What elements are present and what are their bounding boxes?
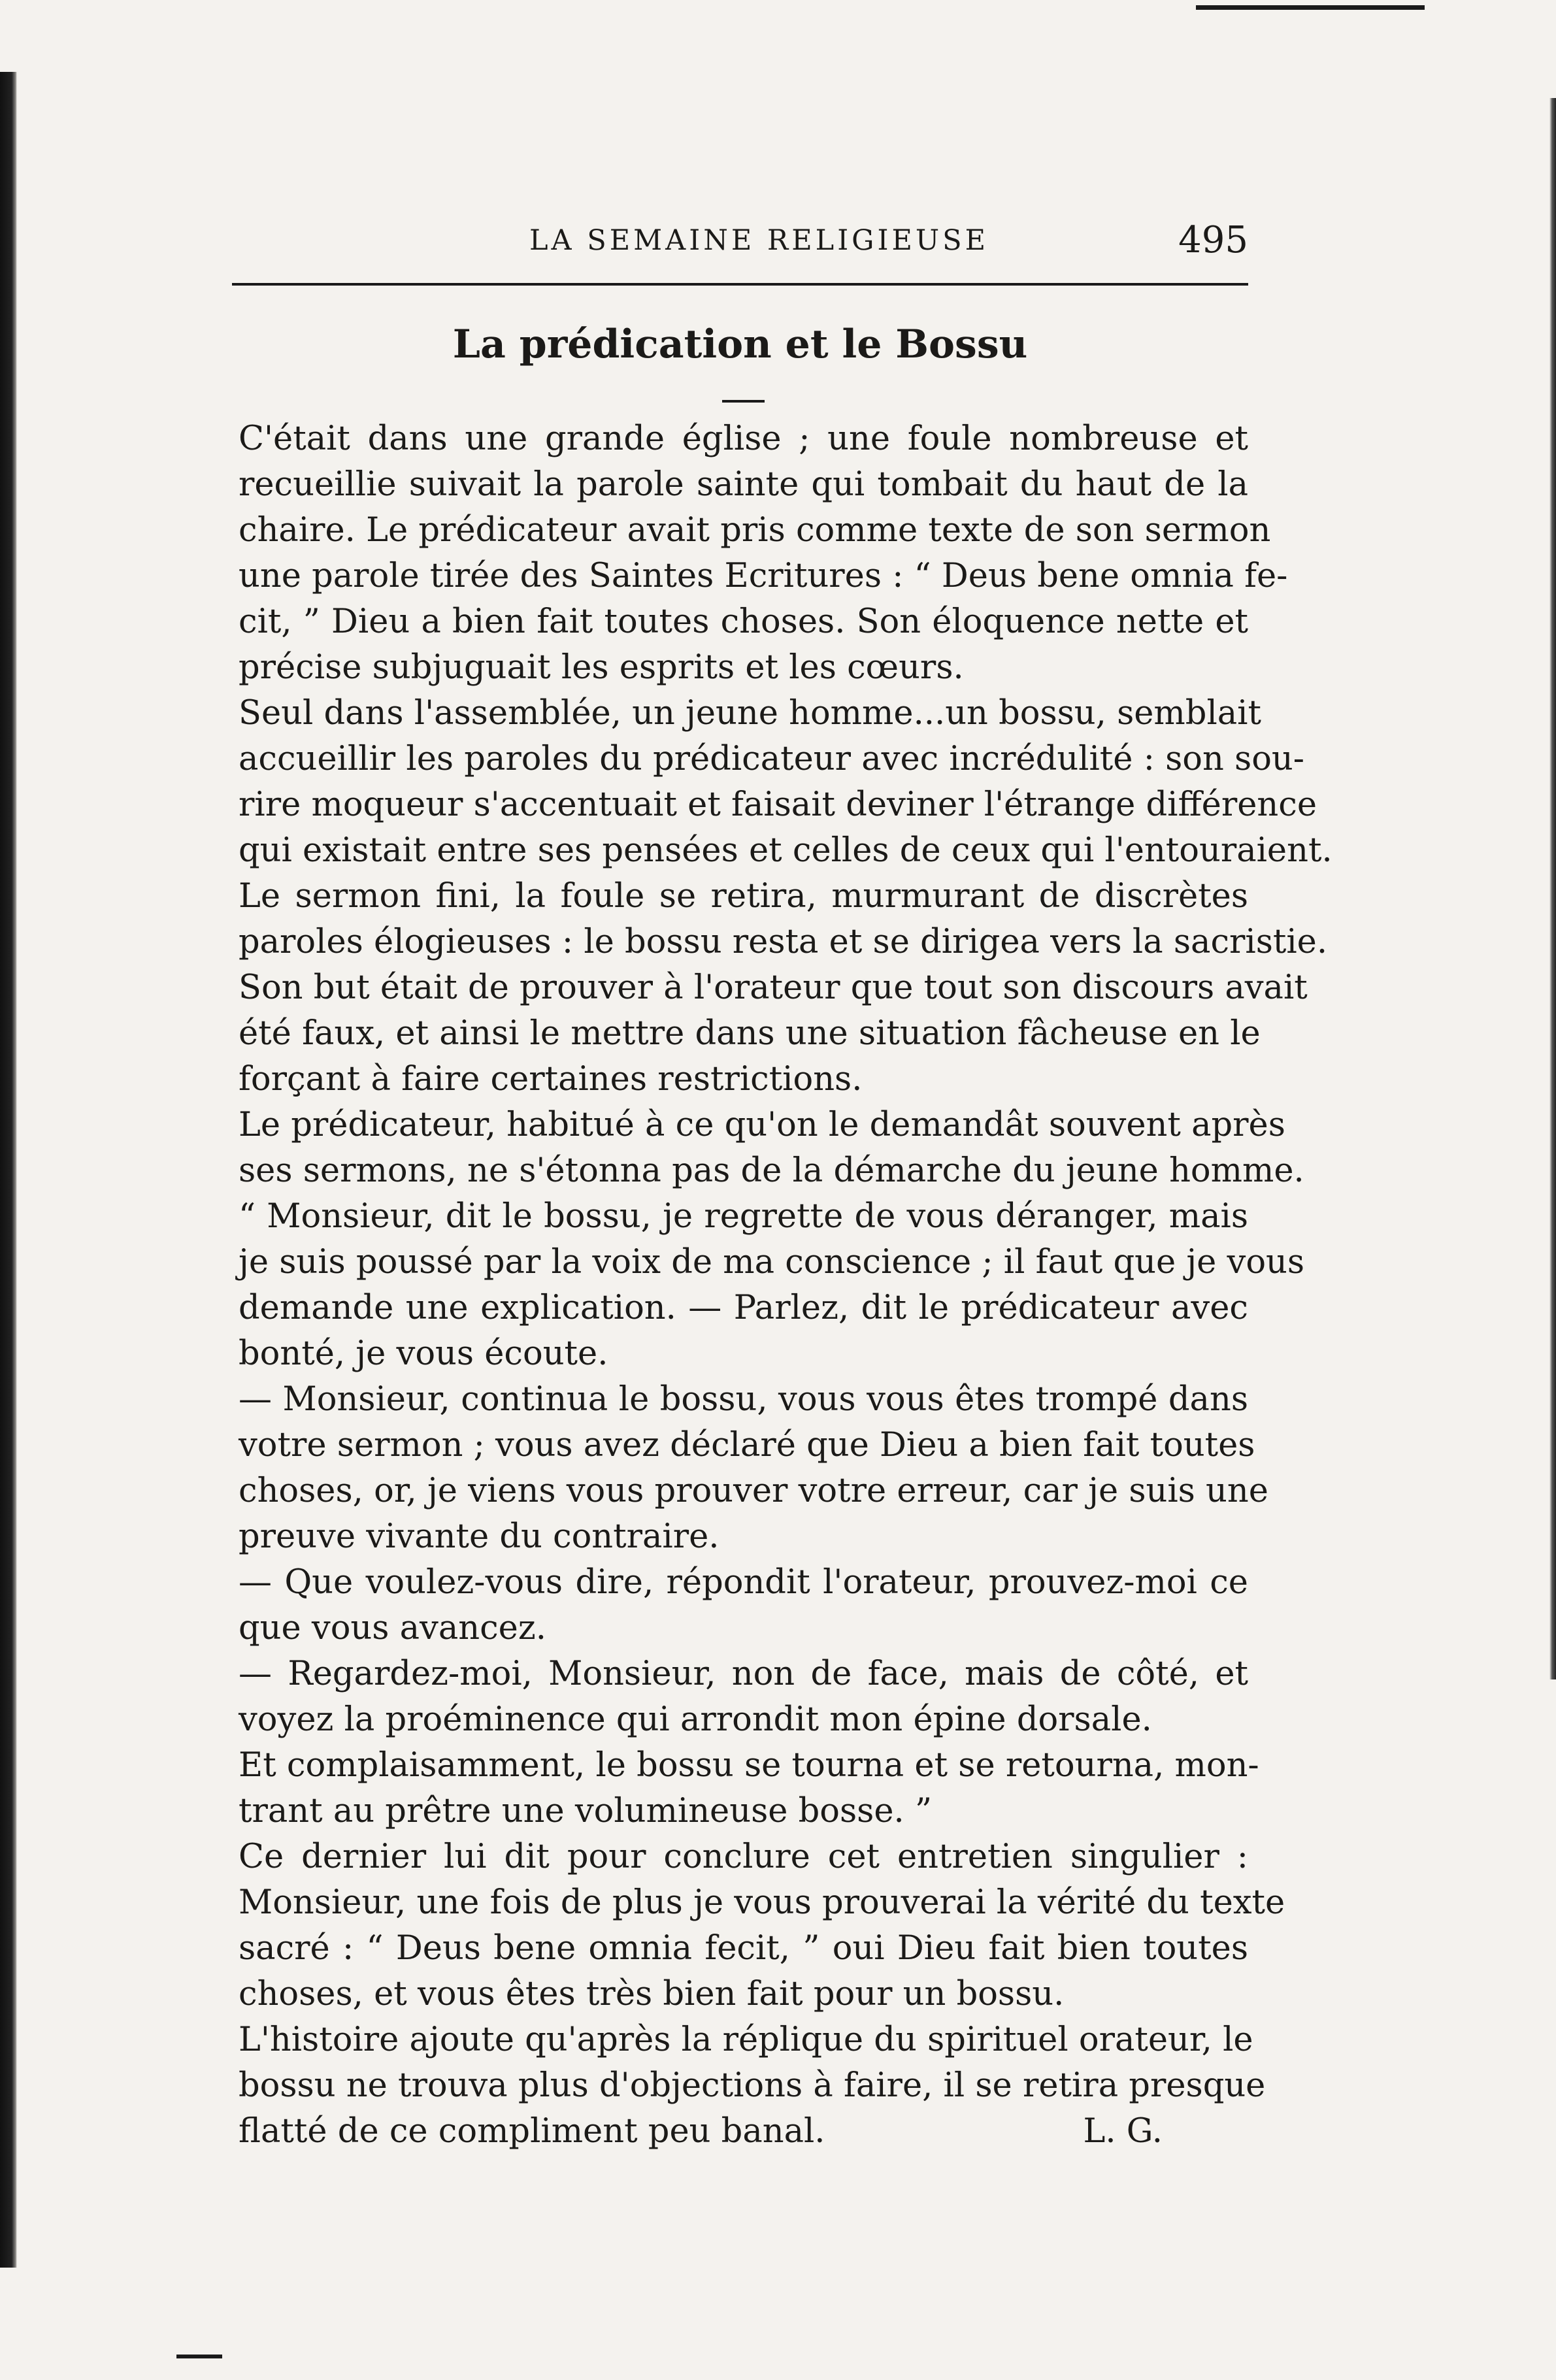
text-line: qui existait entre ses pensées et celles de ceux qui l'entouraient.	[239, 831, 1333, 870]
text-line: Ce dernier lui dit pour conclure cet entretien singulier :	[239, 1838, 1248, 1876]
text-line: C'était dans une grande église ; une foule nombreuse et	[239, 420, 1248, 458]
running-title: LA SEMAINE RELIGIEUSE	[529, 224, 989, 257]
text-line: rire moqueur s'accentuait et faisait deviner l'étrange différence	[239, 785, 1317, 824]
text-line: cit, ” Dieu a bien fait toutes choses. Son éloquence nette et	[239, 603, 1248, 641]
page-number: 495	[1178, 219, 1248, 261]
text-line: accueillir les paroles du prédicateur avec incrédulité : son sou-	[239, 740, 1304, 778]
text-line: preuve vivante du contraire.	[239, 1517, 720, 1556]
text-line: “ Monsieur, dit le bossu, je regrette de vous déranger, mais	[239, 1197, 1248, 1236]
title-separator	[722, 400, 765, 403]
scan-edge-shadow	[1549, 98, 1556, 1679]
text-line: bossu ne trouva plus d'objections à faire, il se retira presque	[239, 2066, 1266, 2105]
text-line: votre sermon ; vous avez déclaré que Dieu a bien fait toutes	[239, 1426, 1255, 1464]
article-body	[239, 416, 1333, 2155]
text-line: voyez la proéminence qui arrondit mon épine dorsale.	[239, 1700, 1152, 1739]
text-line: choses, or, je viens vous prouver votre erreur, car je suis une	[239, 1472, 1268, 1510]
text-line: bonté, je vous écoute.	[239, 1334, 608, 1373]
text-line: paroles élogieuses : le bossu resta et se dirigea vers la sacristie.	[239, 923, 1328, 961]
article-title: La prédication et le Bossu	[452, 322, 1028, 367]
bottom-edge-mark	[176, 2355, 222, 2358]
text-line: demande une explication. — Parlez, dit le prédicateur avec	[239, 1289, 1248, 1327]
text-line: Son but était de prouver à l'orateur que tout son discours avait	[239, 968, 1308, 1007]
text-line: forçant à faire certaines restrictions.	[239, 1060, 863, 1099]
author-signature: L. G.	[1083, 2112, 1163, 2151]
text-line: recueillie suivait la parole sainte qui tombait du haut de la	[239, 465, 1248, 504]
closing-line	[239, 2109, 1248, 2155]
text-line: L'histoire ajoute qu'après la réplique du spirituel orateur, le	[239, 2021, 1253, 2059]
text-line: — Que voulez-vous dire, répondit l'orateur, prouvez-moi ce	[239, 1563, 1248, 1602]
text-line: chaire. Le prédicateur avait pris comme texte de son sermon	[239, 511, 1271, 550]
text-line: flatté de ce compliment peu banal.	[239, 2112, 825, 2151]
running-header	[232, 219, 1248, 271]
text-line: Le prédicateur, habitué à ce qu'on le demandât souvent après	[239, 1106, 1285, 1144]
scan-binding-shadow	[0, 72, 17, 2268]
text-line: — Regardez-moi, Monsieur, non de face, mais de côté, et	[239, 1655, 1248, 1693]
text-line: ses sermons, ne s'étonna pas de la démarche du jeune homme.	[239, 1151, 1304, 1190]
text-line: Seul dans l'assemblée, un jeune homme...un bossu, semblait	[239, 694, 1261, 733]
top-edge-mark	[1196, 5, 1425, 10]
header-rule	[232, 283, 1248, 286]
text-line: une parole tirée des Saintes Ecritures : “ Deus bene omnia fe-	[239, 557, 1288, 595]
text-line: été faux, et ainsi le mettre dans une situation fâcheuse en le	[239, 1014, 1261, 1053]
text-line: je suis poussé par la voix de ma conscience ; il faut que je vous	[239, 1243, 1305, 1281]
text-line: Le sermon fini, la foule se retira, murmurant de discrètes	[239, 877, 1248, 916]
text-line: sacré : “ Deus bene omnia fecit, ” oui Dieu fait bien toutes	[239, 1929, 1248, 1968]
text-line: trant au prêtre une volumineuse bosse. ”	[239, 1792, 933, 1830]
text-line: Monsieur, une fois de plus je vous prouverai la vérité du texte	[239, 1883, 1285, 1922]
text-line: — Monsieur, continua le bossu, vous vous êtes trompé dans	[239, 1380, 1248, 1419]
text-line: que vous avancez.	[239, 1609, 546, 1647]
text-line: précise subjuguait les esprits et les cœurs.	[239, 648, 964, 687]
text-line: Et complaisamment, le bossu se tourna et se retourna, mon-	[239, 1746, 1259, 1785]
text-line: choses, et vous êtes très bien fait pour un bossu.	[239, 1975, 1065, 2013]
